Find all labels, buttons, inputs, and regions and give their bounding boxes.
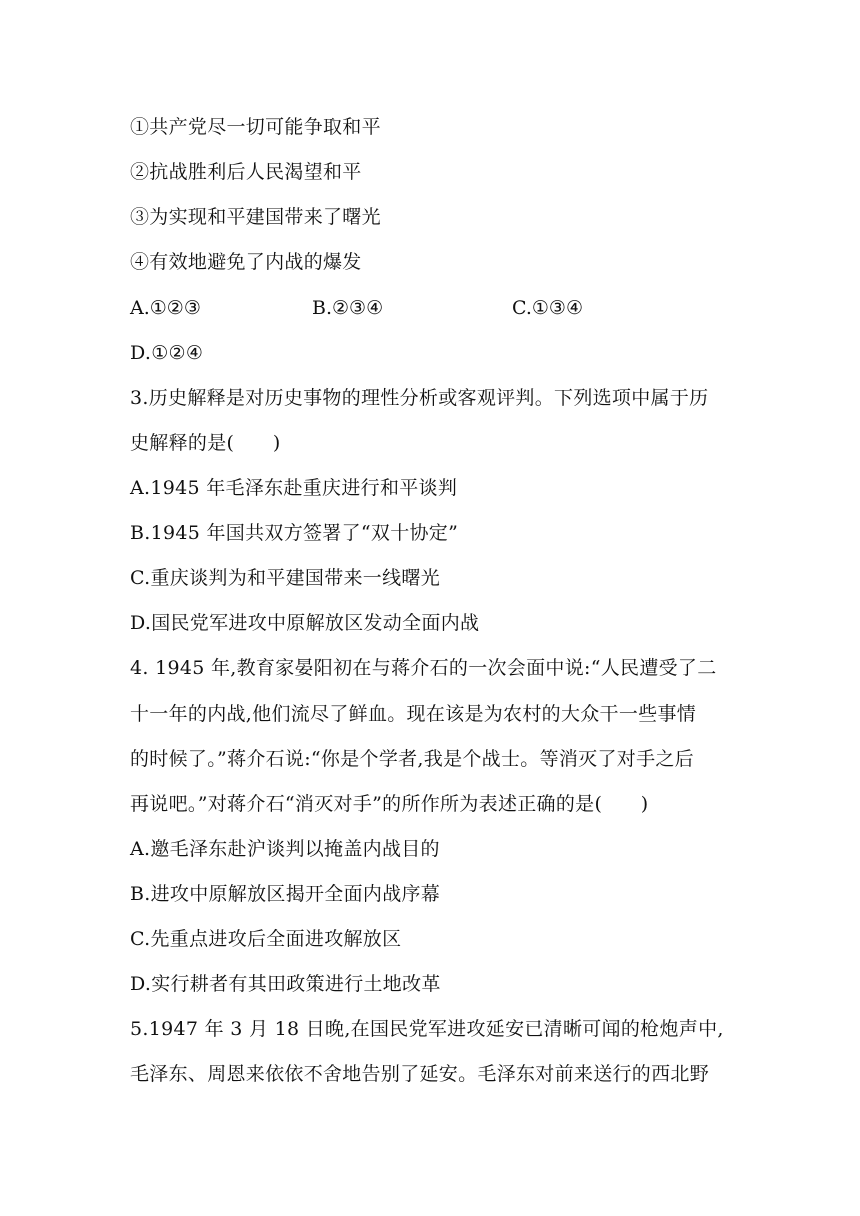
statement-3: ③为实现和平建国带来了曙光 (130, 206, 381, 228)
q3-option-b: B.1945 年国共双方签署了“双十协定” (130, 522, 459, 544)
q5-stem-line-1: 5.1947 年 3 月 18 日晚,在国民党军进攻延安已清晰可闻的枪炮声中, (130, 1018, 724, 1040)
q2-option-a: A.①②③ (130, 297, 201, 319)
q2-option-b: B.②③④ (312, 297, 384, 319)
q2-option-d: D.①②④ (130, 342, 204, 364)
q4-option-b: B.进攻中原解放区揭开全面内战序幕 (130, 883, 441, 905)
q3-option-d: D.国民党军进攻中原解放区发动全面内战 (130, 612, 480, 634)
q3-stem-line-2: 史解释的是( ) (130, 432, 281, 454)
q3-option-c: C.重庆谈判为和平建国带来一线曙光 (130, 567, 441, 589)
q4-stem-line-1: 4. 1945 年,教育家晏阳初在与蒋介石的一次会面中说:“人民遭受了二 (130, 657, 717, 679)
q4-stem-line-4: 再说吧。”对蒋介石“消灭对手”的所作所为表述正确的是( ) (130, 793, 649, 815)
q4-option-c: C.先重点进攻后全面进攻解放区 (130, 928, 402, 950)
statement-2: ②抗战胜利后人民渴望和平 (130, 161, 362, 183)
q3-stem-line-1: 3.历史解释是对历史事物的理性分析或客观评判。下列选项中属于历 (130, 387, 709, 409)
q4-stem-line-2: 十一年的内战,他们流尽了鲜血。现在该是为农村的大众干一些事情 (130, 703, 697, 725)
q4-option-d: D.实行耕者有其田政策进行土地改革 (130, 973, 441, 995)
statement-4: ④有效地避免了内战的爆发 (130, 251, 362, 273)
statement-1: ①共产党尽一切可能争取和平 (130, 116, 381, 138)
q3-option-a: A.1945 年毛泽东赴重庆进行和平谈判 (130, 477, 458, 499)
q4-stem-line-3: 的时候了。”蒋介石说:“你是个学者,我是个战士。等消灭了对手之后 (130, 748, 694, 770)
q4-option-a: A.邀毛泽东赴沪谈判以掩盖内战目的 (130, 838, 440, 860)
q5-stem-line-2: 毛泽东、周恩来依依不舍地告别了延安。毛泽东对前来送行的西北野 (130, 1063, 710, 1085)
q2-option-c: C.①③④ (512, 297, 583, 319)
